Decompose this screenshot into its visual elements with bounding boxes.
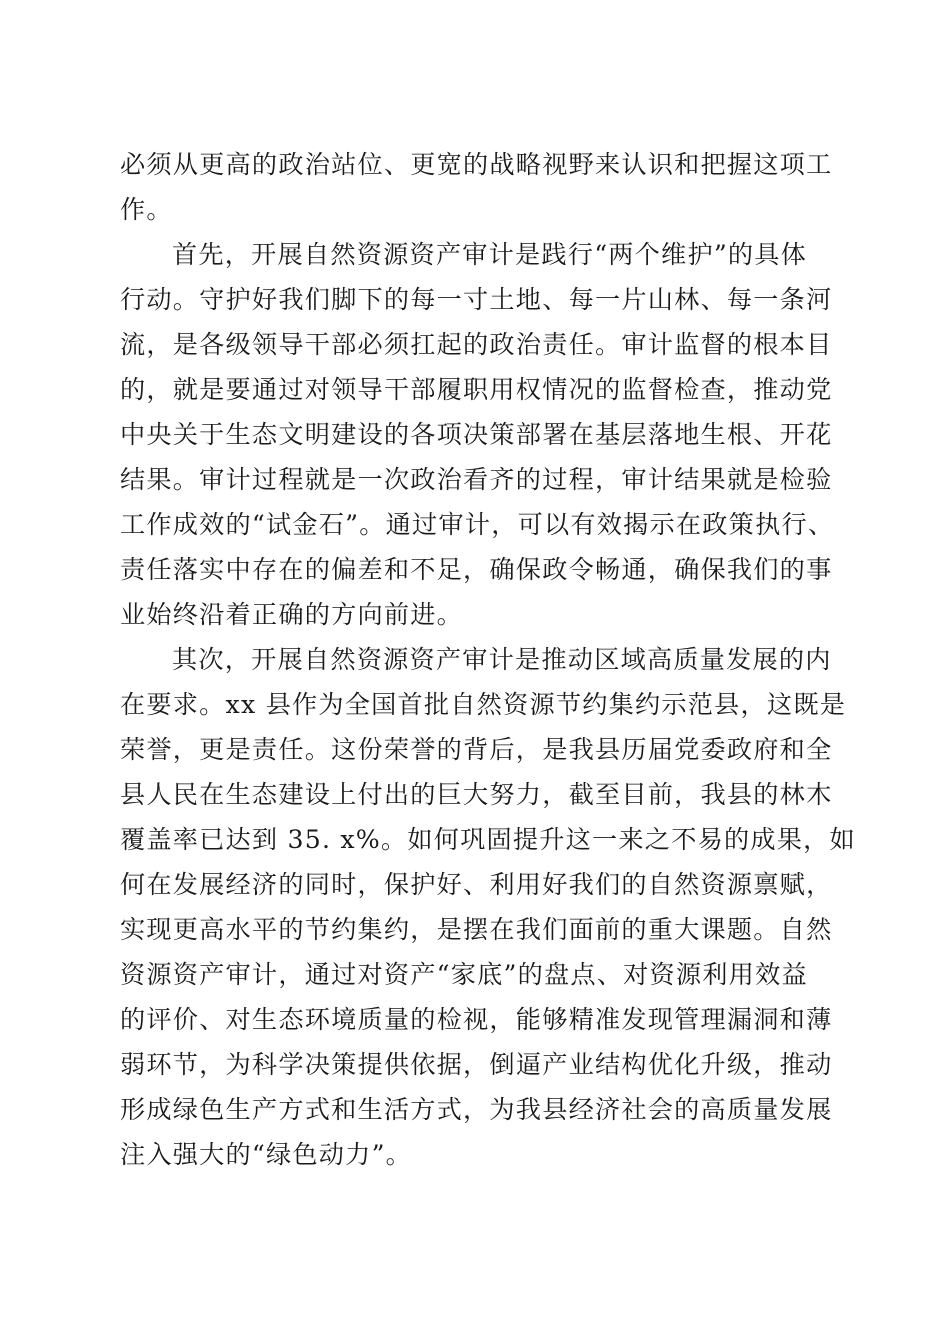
paragraph-3-line-9: 的评价、对生态环境质量的检视，能够精准发现管理漏洞和薄 — [120, 1005, 833, 1034]
paragraph-2-line-3: 流，是各级领导干部必须扛起的政治责任。审计监督的根本目 — [120, 330, 833, 359]
paragraph-3-line-6: 何在发展经济的同时，保护好、利用好我们的自然资源禀赋， — [120, 870, 833, 899]
paragraph-2-line-5: 中央关于生态文明建设的各项决策部署在基层落地生根、开花 — [120, 420, 833, 449]
paragraph-1-line-1: 必须从更高的政治站位、更宽的战略视野来认识和把握这项工 — [120, 150, 833, 179]
paragraph-3-line-1: 其次，开展自然资源资产审计是推动区域高质量发展的内 — [172, 645, 832, 674]
paragraph-3-line-2: 在要求。xx 县作为全国首批自然资源节约集约示范县，这既是 — [120, 690, 847, 719]
paragraph-3-line-10: 弱环节，为科学决策提供依据，倒逼产业结构优化升级，推动 — [120, 1050, 833, 1079]
paragraph-3-line-3: 荣誉，更是责任。这份荣誉的背后，是我县历届党委政府和全 — [120, 735, 833, 764]
paragraph-2-line-4: 的，就是要通过对领导干部履职用权情况的监督检查，推动党 — [120, 375, 833, 404]
paragraph-2-line-2: 行动。守护好我们脚下的每一寸土地、每一片山林、每一条河 — [120, 285, 833, 314]
paragraph-3-line-12: 注入强大的“绿色动力”。 — [120, 1140, 413, 1169]
paragraph-3-line-8: 资源资产审计，通过对资产“家底”的盘点、对资源利用效益 — [120, 960, 808, 989]
paragraph-3-line-5: 覆盖率已达到 35. x%。如何巩固提升这一来之不易的成果，如 — [120, 825, 856, 854]
paragraph-1-line-2: 作。 — [120, 195, 173, 224]
paragraph-2-line-7: 工作成效的“试金石”。通过审计，可以有效揭示在政策执行、 — [120, 510, 835, 539]
paragraph-3-line-11: 形成绿色生产方式和生活方式，为我县经济社会的高质量发展 — [120, 1095, 833, 1124]
paragraph-2-line-6: 结果。审计过程就是一次政治看齐的过程，审计结果就是检验 — [120, 465, 833, 494]
paragraph-3-line-7: 实现更高水平的节约集约，是摆在我们面前的重大课题。自然 — [120, 915, 833, 944]
paragraph-2-line-9: 业始终沿着正确的方向前进。 — [120, 600, 464, 629]
paragraph-3-line-4: 县人民在生态建设上付出的巨大努力，截至目前，我县的林木 — [120, 780, 833, 809]
paragraph-2-line-1: 首先，开展自然资源资产审计是践行“两个维护”的具体 — [172, 240, 808, 269]
paragraph-2-line-8: 责任落实中存在的偏差和不足，确保政令畅通，确保我们的事 — [120, 555, 833, 584]
